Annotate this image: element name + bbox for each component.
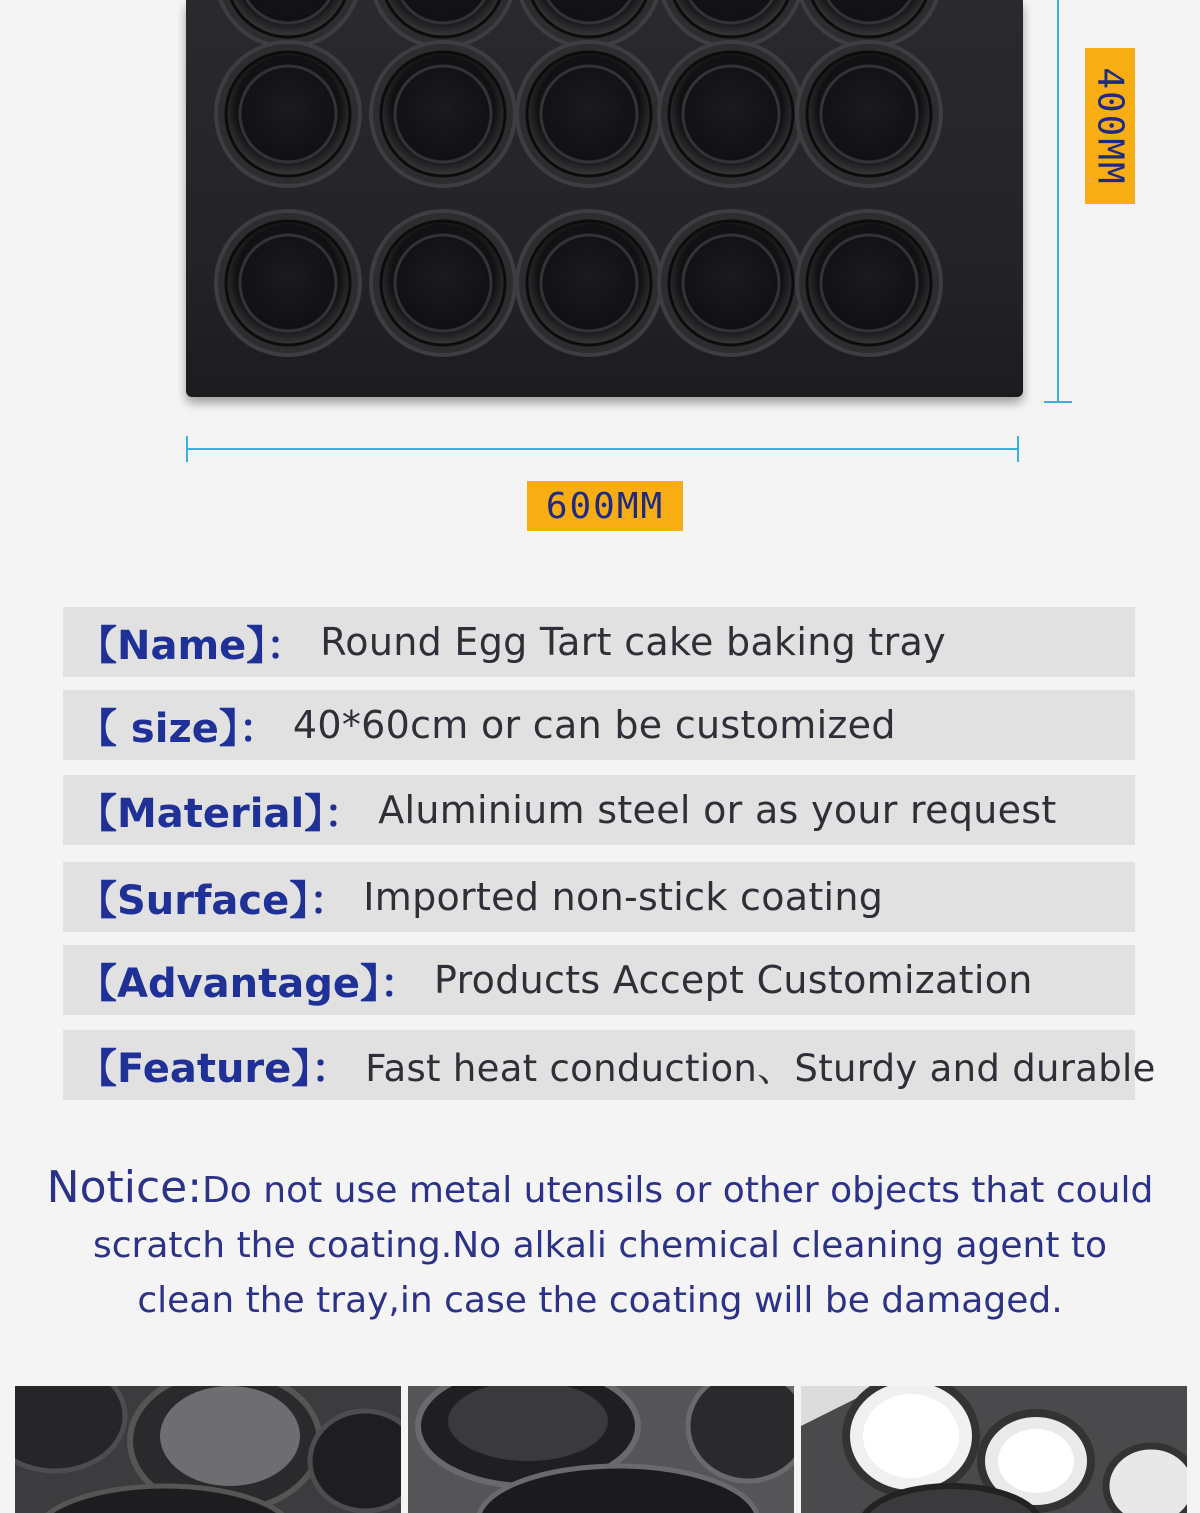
width-dimension-line xyxy=(187,448,1019,450)
detail-photo-2 xyxy=(408,1386,794,1513)
height-dimension-tick-bottom xyxy=(1044,401,1072,403)
spec-value: Products Accept Customization xyxy=(434,958,1033,1002)
spec-key: 【 size】： xyxy=(77,705,279,752)
tray-cup xyxy=(226,221,350,345)
height-label xyxy=(1085,48,1135,204)
tray-cup xyxy=(381,52,505,176)
spec-row-size xyxy=(63,690,1135,760)
tray-cup xyxy=(807,221,931,345)
spec-key: 【Material】： xyxy=(77,790,365,837)
tray-cup xyxy=(226,52,350,176)
tray-cups-drawing xyxy=(186,0,1023,397)
width-dimension-tick-right xyxy=(1017,436,1019,462)
spec-key: 【Name】： xyxy=(77,622,307,669)
tray-cup xyxy=(381,221,505,345)
width-label-text: 600MM xyxy=(545,485,665,527)
spec-row-material xyxy=(63,775,1135,845)
detail-photo-3 xyxy=(801,1386,1187,1513)
spec-key: 【Feature】： xyxy=(77,1045,352,1092)
tray-cup xyxy=(669,52,793,176)
spec-key: 【Advantage】： xyxy=(77,960,421,1007)
spec-value: Fast heat conduction、Sturdy and durable xyxy=(365,1047,1156,1090)
tray-cup xyxy=(669,221,793,345)
spec-row-surface xyxy=(63,862,1135,932)
spec-key: 【Surface】： xyxy=(77,877,350,924)
spec-row-feature xyxy=(63,1030,1156,1100)
baking-tray-image xyxy=(186,0,1023,397)
notice-paragraph xyxy=(40,1160,1160,1328)
spec-row-name xyxy=(63,607,1135,677)
spec-value: Imported non-stick coating xyxy=(363,875,884,919)
tray-cup xyxy=(807,52,931,176)
spec-value: Round Egg Tart cake baking tray xyxy=(320,620,946,664)
height-label-text: 400MM xyxy=(1089,66,1131,186)
detail-photo-1 xyxy=(15,1386,401,1513)
tray-cup xyxy=(527,52,651,176)
spec-value: Aluminium steel or as your request xyxy=(378,788,1057,832)
width-label xyxy=(527,481,683,531)
width-dimension-tick-left xyxy=(186,436,188,462)
tray-cup xyxy=(527,221,651,345)
notice-label: Notice: xyxy=(46,1162,203,1213)
spec-value: 40*60cm or can be customized xyxy=(292,703,896,747)
height-dimension-line xyxy=(1057,0,1059,403)
notice-text: Do not use metal utensils or other objects that could scratch the coating.No alkali chemical cleaning agent to clean the tray,in case the coating will be damaged. xyxy=(92,1170,1154,1321)
spec-row-advantage xyxy=(63,945,1135,1015)
